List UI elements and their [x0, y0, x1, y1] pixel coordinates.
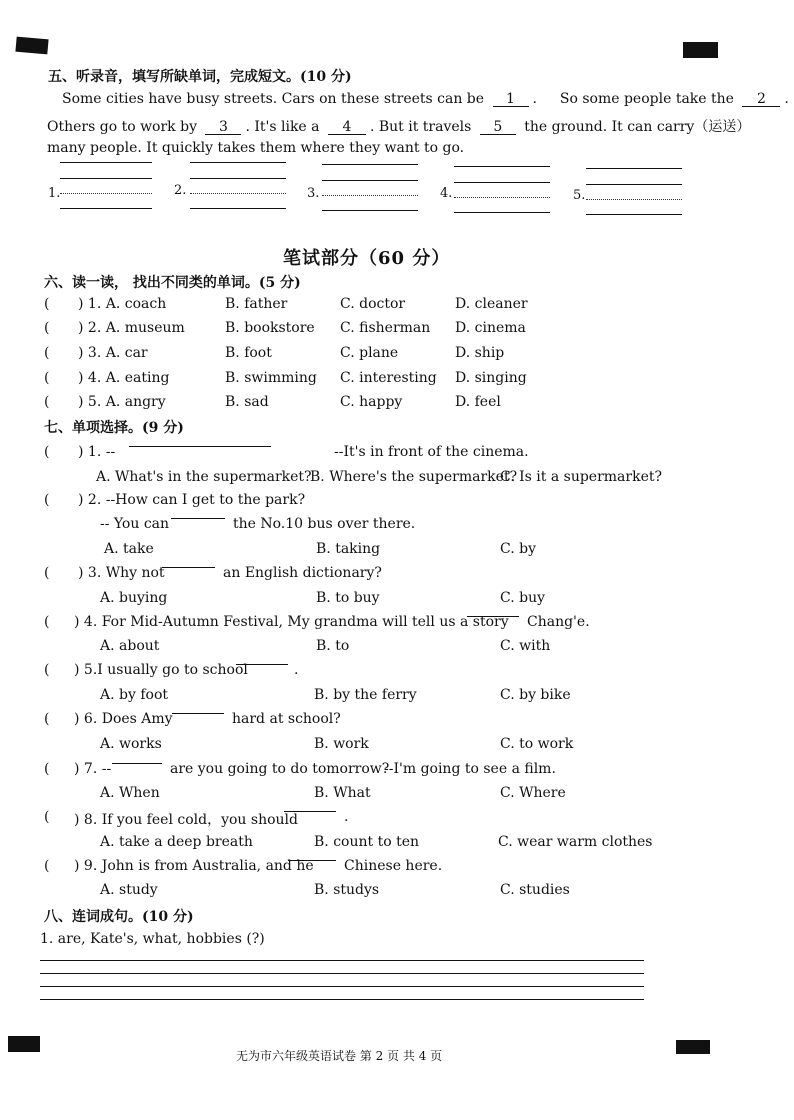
option-b: B. studys — [314, 882, 380, 898]
passage-blank-1[interactable]: 1 — [493, 92, 529, 107]
question-3-options — [44, 590, 744, 610]
option-b: B. foot — [225, 345, 272, 361]
question-5-options — [44, 687, 744, 707]
option-a: A. buying — [100, 590, 168, 606]
answer-paren[interactable]: ( — [44, 345, 50, 361]
passage-blank-3[interactable]: 3 — [205, 120, 241, 135]
option-c: C. buy — [500, 590, 546, 606]
answer-number-2: 2. — [174, 183, 187, 198]
answer-field-3[interactable] — [322, 164, 418, 210]
item-stem: ) 2. A. museum — [78, 320, 185, 336]
answer-paren[interactable]: ( — [44, 809, 50, 825]
passage-text: So some people take the — [559, 91, 734, 107]
option-b: B. What — [314, 785, 371, 801]
option-b: B. bookstore — [225, 320, 315, 336]
item-stem: ) 5. A. angry — [78, 394, 166, 410]
option-c: C. plane — [340, 345, 399, 361]
answer-number-4: 4. — [440, 186, 453, 201]
section6-item — [44, 296, 744, 316]
answer-blank[interactable] — [171, 518, 225, 519]
question-4-options — [44, 638, 744, 658]
option-c: C. fisherman — [340, 320, 431, 336]
answer-blank[interactable] — [172, 713, 224, 714]
option-c: C. interesting — [340, 370, 437, 386]
question-text: . — [294, 662, 299, 678]
written-part-title: 笔试部分（60 分） — [283, 248, 451, 269]
answer-number-5: 5. — [573, 188, 586, 203]
question-4 — [44, 614, 744, 634]
option-a: A. take a deep breath — [100, 834, 253, 850]
answer-paren[interactable]: ( — [44, 565, 50, 581]
option-a: A. by foot — [100, 687, 168, 703]
answer-blank[interactable] — [236, 664, 288, 665]
question-5 — [44, 662, 744, 682]
page-footer: 无为市六年级英语试卷 第 2 页 共 4 页 — [236, 1049, 443, 1063]
answer-blank[interactable] — [129, 446, 271, 447]
question-stem: ) 8. If you feel cold，you should — [74, 812, 298, 828]
answer-blank[interactable] — [284, 811, 336, 812]
answer-paren[interactable]: ( — [44, 444, 50, 460]
option-d: D. feel — [455, 394, 501, 410]
option-d: D. singing — [455, 370, 527, 386]
option-c: C. by bike — [500, 687, 571, 703]
answer-blank[interactable] — [112, 763, 162, 764]
question-text: the No.10 bus over there. — [233, 516, 416, 532]
section6-title: 六、读一读， 找出不同类的单词。(5 分) — [44, 275, 301, 291]
section6-item — [44, 394, 744, 414]
answer-number-1: 1. — [48, 186, 61, 201]
question-7-options — [44, 785, 744, 805]
registration-mark-bottom-right — [676, 1040, 710, 1054]
option-b: B. count to ten — [314, 834, 419, 850]
option-b: B. Where's the supermarket? — [310, 469, 518, 485]
section5-title: 五、听录音，填写所缺单词，完成短文。(10 分) — [48, 69, 352, 85]
option-b: B. by the ferry — [314, 687, 417, 703]
passage-text: . It's like a — [245, 119, 320, 135]
question-stem: ) 2. --How can I get to the park? — [78, 492, 306, 508]
option-b: B. to — [316, 638, 350, 654]
question-response: --It's in front of the cinema. — [334, 444, 529, 460]
section8-title: 八、连词成句。(10 分) — [44, 909, 194, 925]
answer-field-1[interactable] — [60, 162, 152, 208]
registration-mark-top-right — [683, 42, 718, 58]
question-9-options — [44, 882, 744, 902]
section6-item — [44, 345, 744, 365]
option-a: A. When — [100, 785, 160, 801]
answer-blank[interactable] — [288, 860, 336, 861]
passage-line-3: many people. It quickly takes them where they want to go. — [47, 140, 465, 156]
option-a: A. What's in the supermarket? — [96, 469, 312, 485]
passage-text: Some cities have busy streets. Cars on these streets can be — [62, 91, 485, 107]
option-d: D. cleaner — [455, 296, 528, 312]
answer-field-4[interactable] — [454, 166, 550, 212]
question-stem: ) 5.I usually go to school — [74, 662, 248, 678]
answer-field-5[interactable] — [586, 168, 682, 214]
answer-number-3: 3. — [307, 186, 320, 201]
passage-line-2 — [47, 116, 750, 136]
question-9 — [44, 858, 744, 878]
option-a: A. works — [100, 736, 162, 752]
question-stem: ) 7. -- — [74, 761, 112, 777]
question-text: . — [344, 809, 349, 825]
option-a: A. study — [100, 882, 158, 898]
passage-line-1 — [62, 91, 789, 107]
answer-paren[interactable]: ( — [44, 711, 50, 727]
question-stem: ) 6. Does Amy — [74, 711, 173, 727]
answer-field-2[interactable] — [190, 162, 286, 208]
section8-question-1: 1. are, Kate's, what, hobbies (?) — [40, 931, 265, 947]
answer-paren[interactable]: ( — [44, 394, 50, 410]
option-c: C. happy — [340, 394, 403, 410]
option-c: C. by — [500, 541, 536, 557]
answer-paren[interactable]: ( — [44, 761, 50, 777]
passage-text: . — [532, 91, 537, 107]
option-b: B. work — [314, 736, 369, 752]
option-c: C. wear warm clothes — [498, 834, 653, 850]
question-8-options — [44, 834, 744, 854]
answer-paren[interactable]: ( — [44, 492, 50, 508]
passage-text: . But it travels — [369, 119, 472, 135]
option-c: C. Is it a supermarket? — [500, 469, 662, 485]
answer-paren[interactable]: ( — [44, 370, 50, 386]
option-c: C. doctor — [340, 296, 406, 312]
passage-blank-2[interactable]: 2 — [742, 92, 780, 107]
question-stem: ) 3. Why not — [78, 565, 165, 581]
question-stem: ) 9. John is from Australia, and he — [74, 858, 314, 874]
section6-item — [44, 320, 744, 340]
question-6 — [44, 711, 744, 731]
question-text: -- You can — [100, 516, 170, 532]
option-c: C. studies — [500, 882, 570, 898]
item-stem: ) 3. A. car — [78, 345, 148, 361]
option-b: B. swimming — [225, 370, 317, 386]
registration-mark-top-left — [15, 37, 48, 55]
question-3 — [44, 565, 744, 585]
question-stem: ) 1. -- — [78, 444, 116, 460]
passage-text: Others go to work by — [47, 119, 197, 135]
question-7 — [44, 761, 744, 781]
question-text: an English dictionary? — [223, 565, 382, 581]
answer-paren[interactable]: ( — [44, 614, 50, 630]
item-stem: ) 4. A. eating — [78, 370, 170, 386]
answer-paren[interactable]: ( — [44, 320, 50, 336]
question-8 — [44, 809, 744, 829]
question-response: --I'm going to see a film. — [384, 761, 556, 777]
question-6-options — [44, 736, 744, 756]
answer-paren[interactable]: ( — [44, 858, 50, 874]
passage-text: the ground. It can carry（运送） — [524, 119, 751, 135]
answer-blank[interactable] — [162, 567, 215, 568]
option-d: D. ship — [455, 345, 505, 361]
question-2-line — [44, 516, 744, 536]
question-text: Chang'e. — [527, 614, 590, 630]
question-text: hard at school? — [232, 711, 341, 727]
option-b: B. to buy — [316, 590, 380, 606]
answer-paren[interactable]: ( — [44, 296, 50, 312]
answer-paren[interactable]: ( — [44, 662, 50, 678]
registration-mark-bottom-left — [8, 1036, 40, 1052]
section7-title: 七、单项选择。(9 分) — [44, 420, 184, 436]
question-text: are you going to do tomorrow? — [170, 761, 390, 777]
option-b: B. father — [225, 296, 288, 312]
question-text: Chinese here. — [344, 858, 443, 874]
option-a: A. take — [104, 541, 154, 557]
question-1 — [44, 444, 744, 464]
option-c: C. to work — [500, 736, 574, 752]
option-d: D. cinema — [455, 320, 526, 336]
option-b: B. sad — [225, 394, 269, 410]
item-stem: ) 1. A. coach — [78, 296, 167, 312]
option-c: C. Where — [500, 785, 566, 801]
question-1-options — [44, 469, 744, 489]
passage-blank-4[interactable]: 4 — [328, 120, 366, 135]
option-c: C. with — [500, 638, 551, 654]
answer-blank[interactable] — [467, 616, 519, 617]
option-a: A. about — [100, 638, 160, 654]
question-2 — [44, 492, 744, 512]
passage-blank-5[interactable]: 5 — [480, 120, 516, 135]
question-stem: ) 4. For Mid-Autumn Festival, My grandma will tell us a story — [74, 614, 509, 630]
question-2-options — [44, 541, 744, 561]
section6-item — [44, 370, 744, 390]
option-b: B. taking — [316, 541, 381, 557]
passage-text: . — [784, 91, 789, 107]
